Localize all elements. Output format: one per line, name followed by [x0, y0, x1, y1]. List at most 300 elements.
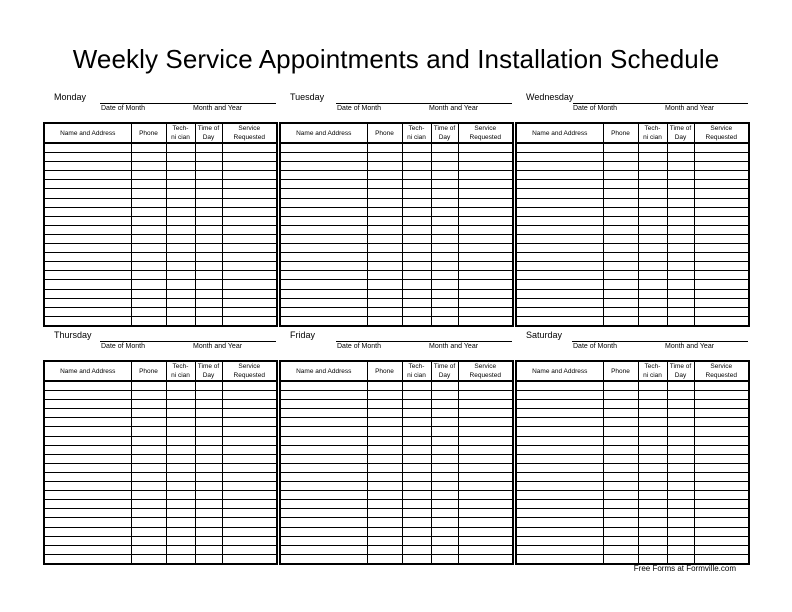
- date-line[interactable]: [100, 341, 276, 342]
- entry-cell[interactable]: [516, 289, 603, 298]
- entry-cell[interactable]: [458, 280, 513, 289]
- entry-cell[interactable]: [667, 189, 694, 198]
- entry-cell[interactable]: [638, 316, 667, 326]
- entry-cell[interactable]: [694, 207, 749, 216]
- entry-cell[interactable]: [603, 216, 638, 225]
- entry-cell[interactable]: [402, 198, 431, 207]
- entry-cell[interactable]: [195, 271, 222, 280]
- entry-cell[interactable]: [603, 253, 638, 262]
- entry-cell[interactable]: [44, 198, 131, 207]
- entry-cell[interactable]: [195, 391, 222, 400]
- entry-cell[interactable]: [603, 391, 638, 400]
- entry-cell[interactable]: [222, 189, 277, 198]
- entry-cell[interactable]: [458, 289, 513, 298]
- entry-cell[interactable]: [280, 262, 367, 271]
- entry-cell[interactable]: [131, 445, 166, 454]
- entry-cell[interactable]: [603, 271, 638, 280]
- entry-cell[interactable]: [458, 500, 513, 509]
- entry-cell[interactable]: [458, 409, 513, 418]
- entry-cell[interactable]: [638, 472, 667, 481]
- entry-cell[interactable]: [131, 289, 166, 298]
- entry-cell[interactable]: [694, 400, 749, 409]
- entry-cell[interactable]: [195, 316, 222, 326]
- entry-cell[interactable]: [222, 207, 277, 216]
- entry-cell[interactable]: [131, 400, 166, 409]
- entry-cell[interactable]: [516, 536, 603, 545]
- entry-cell[interactable]: [667, 445, 694, 454]
- entry-cell[interactable]: [516, 316, 603, 326]
- entry-cell[interactable]: [458, 234, 513, 243]
- entry-cell[interactable]: [166, 198, 195, 207]
- entry-cell[interactable]: [367, 153, 402, 162]
- entry-cell[interactable]: [667, 400, 694, 409]
- entry-cell[interactable]: [431, 409, 458, 418]
- entry-cell[interactable]: [516, 527, 603, 536]
- entry-cell[interactable]: [603, 518, 638, 527]
- entry-cell[interactable]: [402, 143, 431, 153]
- entry-cell[interactable]: [638, 216, 667, 225]
- entry-cell[interactable]: [458, 436, 513, 445]
- entry-cell[interactable]: [603, 472, 638, 481]
- entry-cell[interactable]: [402, 262, 431, 271]
- entry-cell[interactable]: [694, 253, 749, 262]
- entry-cell[interactable]: [222, 500, 277, 509]
- entry-cell[interactable]: [603, 280, 638, 289]
- entry-cell[interactable]: [402, 234, 431, 243]
- entry-cell[interactable]: [166, 289, 195, 298]
- entry-cell[interactable]: [667, 454, 694, 463]
- entry-cell[interactable]: [402, 409, 431, 418]
- entry-cell[interactable]: [195, 381, 222, 391]
- entry-cell[interactable]: [638, 253, 667, 262]
- entry-cell[interactable]: [638, 427, 667, 436]
- entry-cell[interactable]: [222, 162, 277, 171]
- entry-cell[interactable]: [638, 143, 667, 153]
- entry-cell[interactable]: [367, 271, 402, 280]
- entry-cell[interactable]: [516, 500, 603, 509]
- entry-cell[interactable]: [367, 225, 402, 234]
- entry-cell[interactable]: [667, 298, 694, 307]
- entry-cell[interactable]: [166, 216, 195, 225]
- entry-cell[interactable]: [458, 427, 513, 436]
- entry-cell[interactable]: [280, 391, 367, 400]
- entry-cell[interactable]: [458, 307, 513, 316]
- entry-cell[interactable]: [402, 454, 431, 463]
- entry-cell[interactable]: [694, 143, 749, 153]
- entry-cell[interactable]: [603, 262, 638, 271]
- entry-cell[interactable]: [402, 482, 431, 491]
- entry-cell[interactable]: [431, 482, 458, 491]
- entry-cell[interactable]: [280, 463, 367, 472]
- entry-cell[interactable]: [44, 391, 131, 400]
- entry-cell[interactable]: [222, 436, 277, 445]
- entry-cell[interactable]: [166, 234, 195, 243]
- entry-cell[interactable]: [44, 234, 131, 243]
- entry-cell[interactable]: [402, 463, 431, 472]
- entry-cell[interactable]: [431, 198, 458, 207]
- entry-cell[interactable]: [280, 298, 367, 307]
- entry-cell[interactable]: [195, 216, 222, 225]
- entry-cell[interactable]: [402, 491, 431, 500]
- entry-cell[interactable]: [667, 271, 694, 280]
- entry-cell[interactable]: [222, 262, 277, 271]
- entry-cell[interactable]: [638, 153, 667, 162]
- entry-cell[interactable]: [367, 463, 402, 472]
- entry-cell[interactable]: [458, 153, 513, 162]
- entry-cell[interactable]: [694, 244, 749, 253]
- entry-cell[interactable]: [431, 271, 458, 280]
- entry-cell[interactable]: [516, 463, 603, 472]
- entry-cell[interactable]: [458, 491, 513, 500]
- entry-cell[interactable]: [402, 244, 431, 253]
- entry-cell[interactable]: [516, 454, 603, 463]
- entry-cell[interactable]: [402, 271, 431, 280]
- entry-cell[interactable]: [516, 509, 603, 518]
- entry-cell[interactable]: [431, 225, 458, 234]
- entry-cell[interactable]: [516, 400, 603, 409]
- entry-cell[interactable]: [431, 162, 458, 171]
- entry-cell[interactable]: [431, 545, 458, 554]
- entry-cell[interactable]: [603, 225, 638, 234]
- entry-cell[interactable]: [131, 262, 166, 271]
- entry-cell[interactable]: [431, 253, 458, 262]
- entry-cell[interactable]: [367, 262, 402, 271]
- entry-cell[interactable]: [44, 436, 131, 445]
- entry-cell[interactable]: [195, 409, 222, 418]
- entry-cell[interactable]: [458, 298, 513, 307]
- entry-cell[interactable]: [516, 391, 603, 400]
- entry-cell[interactable]: [222, 381, 277, 391]
- entry-cell[interactable]: [222, 536, 277, 545]
- entry-cell[interactable]: [195, 518, 222, 527]
- entry-cell[interactable]: [694, 427, 749, 436]
- entry-cell[interactable]: [516, 554, 603, 564]
- entry-cell[interactable]: [694, 271, 749, 280]
- entry-cell[interactable]: [458, 207, 513, 216]
- entry-cell[interactable]: [131, 280, 166, 289]
- entry-cell[interactable]: [195, 207, 222, 216]
- entry-cell[interactable]: [222, 244, 277, 253]
- entry-cell[interactable]: [280, 189, 367, 198]
- entry-cell[interactable]: [280, 253, 367, 262]
- entry-cell[interactable]: [431, 316, 458, 326]
- entry-cell[interactable]: [638, 171, 667, 180]
- entry-cell[interactable]: [131, 307, 166, 316]
- entry-cell[interactable]: [694, 307, 749, 316]
- entry-cell[interactable]: [516, 225, 603, 234]
- entry-cell[interactable]: [131, 180, 166, 189]
- entry-cell[interactable]: [222, 527, 277, 536]
- entry-cell[interactable]: [131, 153, 166, 162]
- entry-cell[interactable]: [280, 454, 367, 463]
- entry-cell[interactable]: [638, 298, 667, 307]
- entry-cell[interactable]: [694, 545, 749, 554]
- entry-cell[interactable]: [694, 298, 749, 307]
- entry-cell[interactable]: [222, 298, 277, 307]
- entry-cell[interactable]: [367, 400, 402, 409]
- entry-cell[interactable]: [516, 207, 603, 216]
- entry-cell[interactable]: [195, 180, 222, 189]
- entry-cell[interactable]: [516, 472, 603, 481]
- entry-cell[interactable]: [667, 536, 694, 545]
- entry-cell[interactable]: [166, 518, 195, 527]
- entry-cell[interactable]: [44, 307, 131, 316]
- entry-cell[interactable]: [166, 409, 195, 418]
- entry-cell[interactable]: [131, 518, 166, 527]
- entry-cell[interactable]: [694, 409, 749, 418]
- entry-cell[interactable]: [131, 316, 166, 326]
- entry-cell[interactable]: [367, 216, 402, 225]
- entry-cell[interactable]: [195, 280, 222, 289]
- entry-cell[interactable]: [694, 289, 749, 298]
- entry-cell[interactable]: [638, 554, 667, 564]
- entry-cell[interactable]: [458, 463, 513, 472]
- entry-cell[interactable]: [667, 491, 694, 500]
- entry-cell[interactable]: [667, 216, 694, 225]
- entry-cell[interactable]: [667, 545, 694, 554]
- entry-cell[interactable]: [603, 198, 638, 207]
- entry-cell[interactable]: [222, 153, 277, 162]
- entry-cell[interactable]: [603, 207, 638, 216]
- entry-cell[interactable]: [166, 491, 195, 500]
- entry-cell[interactable]: [431, 244, 458, 253]
- entry-cell[interactable]: [458, 271, 513, 280]
- entry-cell[interactable]: [402, 436, 431, 445]
- entry-cell[interactable]: [131, 216, 166, 225]
- entry-cell[interactable]: [222, 509, 277, 518]
- entry-cell[interactable]: [516, 491, 603, 500]
- entry-cell[interactable]: [131, 418, 166, 427]
- entry-cell[interactable]: [516, 518, 603, 527]
- entry-cell[interactable]: [222, 545, 277, 554]
- entry-cell[interactable]: [222, 253, 277, 262]
- entry-cell[interactable]: [222, 225, 277, 234]
- entry-cell[interactable]: [402, 445, 431, 454]
- entry-cell[interactable]: [195, 171, 222, 180]
- entry-cell[interactable]: [44, 244, 131, 253]
- entry-cell[interactable]: [638, 409, 667, 418]
- entry-cell[interactable]: [458, 244, 513, 253]
- date-line[interactable]: [573, 103, 748, 104]
- entry-cell[interactable]: [458, 527, 513, 536]
- entry-cell[interactable]: [195, 482, 222, 491]
- entry-cell[interactable]: [638, 207, 667, 216]
- entry-cell[interactable]: [367, 171, 402, 180]
- entry-cell[interactable]: [44, 225, 131, 234]
- entry-cell[interactable]: [367, 509, 402, 518]
- entry-cell[interactable]: [402, 171, 431, 180]
- entry-cell[interactable]: [431, 509, 458, 518]
- entry-cell[interactable]: [166, 472, 195, 481]
- entry-cell[interactable]: [603, 298, 638, 307]
- entry-cell[interactable]: [431, 189, 458, 198]
- entry-cell[interactable]: [694, 418, 749, 427]
- entry-cell[interactable]: [222, 216, 277, 225]
- entry-cell[interactable]: [367, 189, 402, 198]
- entry-cell[interactable]: [603, 381, 638, 391]
- entry-cell[interactable]: [667, 482, 694, 491]
- entry-cell[interactable]: [458, 400, 513, 409]
- entry-cell[interactable]: [667, 409, 694, 418]
- entry-cell[interactable]: [166, 316, 195, 326]
- entry-cell[interactable]: [280, 234, 367, 243]
- entry-cell[interactable]: [458, 381, 513, 391]
- entry-cell[interactable]: [44, 518, 131, 527]
- entry-cell[interactable]: [638, 280, 667, 289]
- entry-cell[interactable]: [222, 472, 277, 481]
- entry-cell[interactable]: [195, 436, 222, 445]
- entry-cell[interactable]: [516, 298, 603, 307]
- entry-cell[interactable]: [694, 225, 749, 234]
- entry-cell[interactable]: [667, 180, 694, 189]
- entry-cell[interactable]: [458, 198, 513, 207]
- entry-cell[interactable]: [402, 307, 431, 316]
- entry-cell[interactable]: [694, 381, 749, 391]
- entry-cell[interactable]: [431, 472, 458, 481]
- entry-cell[interactable]: [367, 454, 402, 463]
- entry-cell[interactable]: [367, 298, 402, 307]
- entry-cell[interactable]: [458, 162, 513, 171]
- entry-cell[interactable]: [667, 244, 694, 253]
- entry-cell[interactable]: [458, 545, 513, 554]
- entry-cell[interactable]: [694, 454, 749, 463]
- entry-cell[interactable]: [458, 180, 513, 189]
- entry-cell[interactable]: [431, 445, 458, 454]
- entry-cell[interactable]: [458, 445, 513, 454]
- entry-cell[interactable]: [44, 482, 131, 491]
- entry-cell[interactable]: [603, 554, 638, 564]
- entry-cell[interactable]: [131, 527, 166, 536]
- entry-cell[interactable]: [402, 180, 431, 189]
- entry-cell[interactable]: [131, 482, 166, 491]
- entry-cell[interactable]: [458, 225, 513, 234]
- entry-cell[interactable]: [694, 153, 749, 162]
- entry-cell[interactable]: [280, 216, 367, 225]
- entry-cell[interactable]: [603, 400, 638, 409]
- entry-cell[interactable]: [516, 162, 603, 171]
- entry-cell[interactable]: [667, 518, 694, 527]
- entry-cell[interactable]: [516, 143, 603, 153]
- entry-cell[interactable]: [603, 427, 638, 436]
- entry-cell[interactable]: [195, 198, 222, 207]
- entry-cell[interactable]: [458, 418, 513, 427]
- entry-cell[interactable]: [280, 436, 367, 445]
- entry-cell[interactable]: [667, 262, 694, 271]
- entry-cell[interactable]: [402, 554, 431, 564]
- entry-cell[interactable]: [195, 500, 222, 509]
- entry-cell[interactable]: [367, 244, 402, 253]
- entry-cell[interactable]: [638, 418, 667, 427]
- entry-cell[interactable]: [458, 216, 513, 225]
- entry-cell[interactable]: [694, 162, 749, 171]
- entry-cell[interactable]: [222, 143, 277, 153]
- entry-cell[interactable]: [431, 400, 458, 409]
- entry-cell[interactable]: [280, 491, 367, 500]
- entry-cell[interactable]: [694, 436, 749, 445]
- entry-cell[interactable]: [638, 509, 667, 518]
- entry-cell[interactable]: [280, 400, 367, 409]
- entry-cell[interactable]: [280, 271, 367, 280]
- entry-cell[interactable]: [638, 482, 667, 491]
- entry-cell[interactable]: [667, 225, 694, 234]
- entry-cell[interactable]: [694, 445, 749, 454]
- entry-cell[interactable]: [195, 289, 222, 298]
- entry-cell[interactable]: [458, 482, 513, 491]
- entry-cell[interactable]: [402, 527, 431, 536]
- entry-cell[interactable]: [222, 409, 277, 418]
- entry-cell[interactable]: [367, 472, 402, 481]
- entry-cell[interactable]: [44, 316, 131, 326]
- entry-cell[interactable]: [195, 234, 222, 243]
- entry-cell[interactable]: [280, 198, 367, 207]
- entry-cell[interactable]: [166, 445, 195, 454]
- entry-cell[interactable]: [44, 509, 131, 518]
- entry-cell[interactable]: [367, 289, 402, 298]
- entry-cell[interactable]: [367, 554, 402, 564]
- entry-cell[interactable]: [44, 171, 131, 180]
- entry-cell[interactable]: [280, 162, 367, 171]
- entry-cell[interactable]: [280, 143, 367, 153]
- entry-cell[interactable]: [638, 445, 667, 454]
- entry-cell[interactable]: [667, 234, 694, 243]
- entry-cell[interactable]: [280, 418, 367, 427]
- entry-cell[interactable]: [166, 280, 195, 289]
- entry-cell[interactable]: [44, 381, 131, 391]
- entry-cell[interactable]: [431, 153, 458, 162]
- entry-cell[interactable]: [638, 198, 667, 207]
- date-line[interactable]: [100, 103, 276, 104]
- entry-cell[interactable]: [280, 545, 367, 554]
- entry-cell[interactable]: [195, 472, 222, 481]
- entry-cell[interactable]: [402, 391, 431, 400]
- entry-cell[interactable]: [44, 545, 131, 554]
- entry-cell[interactable]: [694, 554, 749, 564]
- entry-cell[interactable]: [131, 253, 166, 262]
- entry-cell[interactable]: [667, 253, 694, 262]
- entry-cell[interactable]: [603, 162, 638, 171]
- entry-cell[interactable]: [367, 316, 402, 326]
- entry-cell[interactable]: [166, 207, 195, 216]
- entry-cell[interactable]: [638, 189, 667, 198]
- entry-cell[interactable]: [431, 180, 458, 189]
- entry-cell[interactable]: [516, 244, 603, 253]
- entry-cell[interactable]: [431, 171, 458, 180]
- entry-cell[interactable]: [638, 307, 667, 316]
- entry-cell[interactable]: [367, 180, 402, 189]
- entry-cell[interactable]: [694, 180, 749, 189]
- entry-cell[interactable]: [638, 289, 667, 298]
- entry-cell[interactable]: [458, 554, 513, 564]
- entry-cell[interactable]: [431, 554, 458, 564]
- entry-cell[interactable]: [166, 418, 195, 427]
- entry-cell[interactable]: [694, 536, 749, 545]
- entry-cell[interactable]: [195, 445, 222, 454]
- entry-cell[interactable]: [367, 253, 402, 262]
- entry-cell[interactable]: [367, 234, 402, 243]
- entry-cell[interactable]: [166, 454, 195, 463]
- entry-cell[interactable]: [638, 162, 667, 171]
- entry-cell[interactable]: [431, 536, 458, 545]
- entry-cell[interactable]: [431, 527, 458, 536]
- entry-cell[interactable]: [458, 472, 513, 481]
- entry-cell[interactable]: [280, 225, 367, 234]
- entry-cell[interactable]: [402, 280, 431, 289]
- entry-cell[interactable]: [603, 445, 638, 454]
- entry-cell[interactable]: [222, 463, 277, 472]
- entry-cell[interactable]: [638, 545, 667, 554]
- entry-cell[interactable]: [694, 391, 749, 400]
- entry-cell[interactable]: [516, 381, 603, 391]
